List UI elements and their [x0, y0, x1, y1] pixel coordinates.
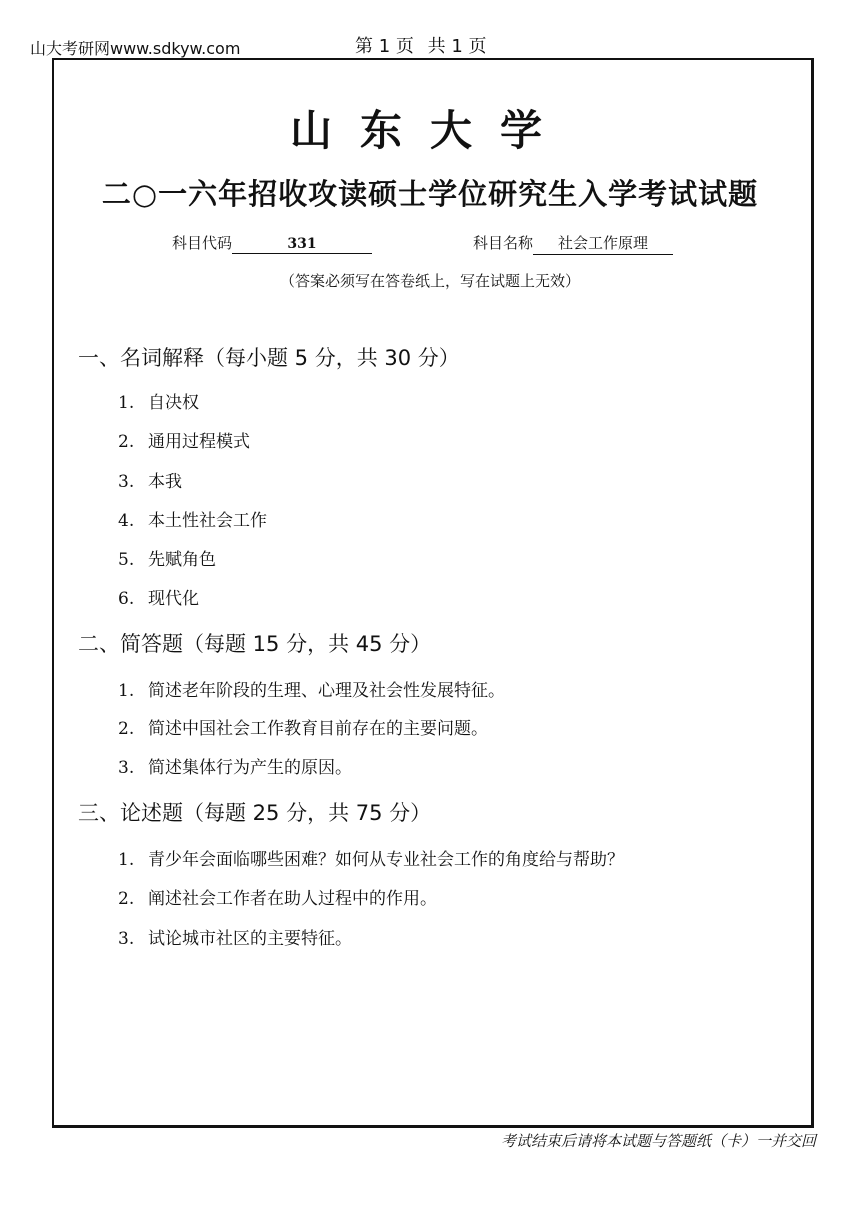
list-item [118, 545, 216, 570]
item-number: 4. [118, 511, 135, 531]
item-text: 青少年会面临哪些困难？如何从专业社会工作的角度给与帮助？ [148, 850, 624, 870]
item-text: 本我 [148, 472, 182, 492]
list-item [118, 845, 624, 870]
list-item [118, 884, 437, 909]
item-number: 6. [118, 589, 135, 609]
subject-code-line [172, 232, 372, 254]
list-item [118, 753, 352, 778]
list-item [118, 506, 267, 531]
subject-name-line [473, 232, 673, 255]
list-item [118, 924, 352, 949]
footer-note: 考试结束后请将本试题与答题纸（卡）一并交回 [500, 1132, 816, 1150]
answer-notice: （答案必须写在答卷纸上，写在试题上无效） [279, 272, 580, 290]
list-item [118, 427, 250, 452]
site-watermark: 山大考研网www.sdkyw.com [30, 39, 241, 58]
item-text: 简述中国社会工作教育目前存在的主要问题。 [148, 719, 488, 739]
item-number: 3. [118, 929, 135, 949]
list-item [118, 467, 182, 492]
subject-code-value: 331 [232, 236, 372, 254]
subject-name-value: 社会工作原理 [533, 232, 673, 255]
page-indicator [355, 32, 495, 58]
item-text: 先赋角色 [148, 550, 216, 570]
item-number: 2. [118, 432, 135, 452]
item-text: 现代化 [148, 589, 199, 609]
item-text: 本土性社会工作 [148, 511, 267, 531]
section-heading-3: 三、论述题（每题 25 分，共 75 分） [78, 801, 432, 825]
list-item [118, 388, 199, 413]
section-heading-2: 二、简答题（每题 15 分，共 45 分） [78, 632, 432, 656]
exam-title: 二○一六年招收攻读硕士学位研究生入学考试试题 [101, 177, 759, 211]
item-text: 简述老年阶段的生理、心理及社会性发展特征。 [148, 681, 505, 701]
list-item [118, 714, 488, 739]
page-total: 共 1 页 [427, 36, 487, 57]
list-item [118, 676, 505, 701]
item-number: 3. [118, 758, 135, 778]
item-number: 5. [118, 550, 135, 570]
item-number: 2. [118, 719, 135, 739]
item-text: 通用过程模式 [148, 432, 250, 452]
item-number: 1. [118, 393, 135, 413]
subject-name-label: 科目名称 [473, 234, 534, 252]
subject-code-label: 科目代码 [172, 234, 233, 252]
item-number: 1. [118, 850, 135, 870]
page-current: 第 1 页 [355, 36, 414, 57]
item-number: 1. [118, 681, 135, 701]
item-text: 自决权 [148, 393, 199, 413]
section-heading-1: 一、名词解释（每小题 5 分，共 30 分） [78, 346, 460, 370]
item-text: 试论城市社区的主要特征。 [148, 929, 352, 949]
item-number: 3. [118, 472, 135, 492]
list-item [118, 584, 199, 609]
item-text: 阐述社会工作者在助人过程中的作用。 [148, 889, 437, 909]
item-text: 简述集体行为产生的原因。 [148, 758, 352, 778]
university-name: 山东大学 [289, 106, 570, 155]
item-number: 2. [118, 889, 135, 909]
